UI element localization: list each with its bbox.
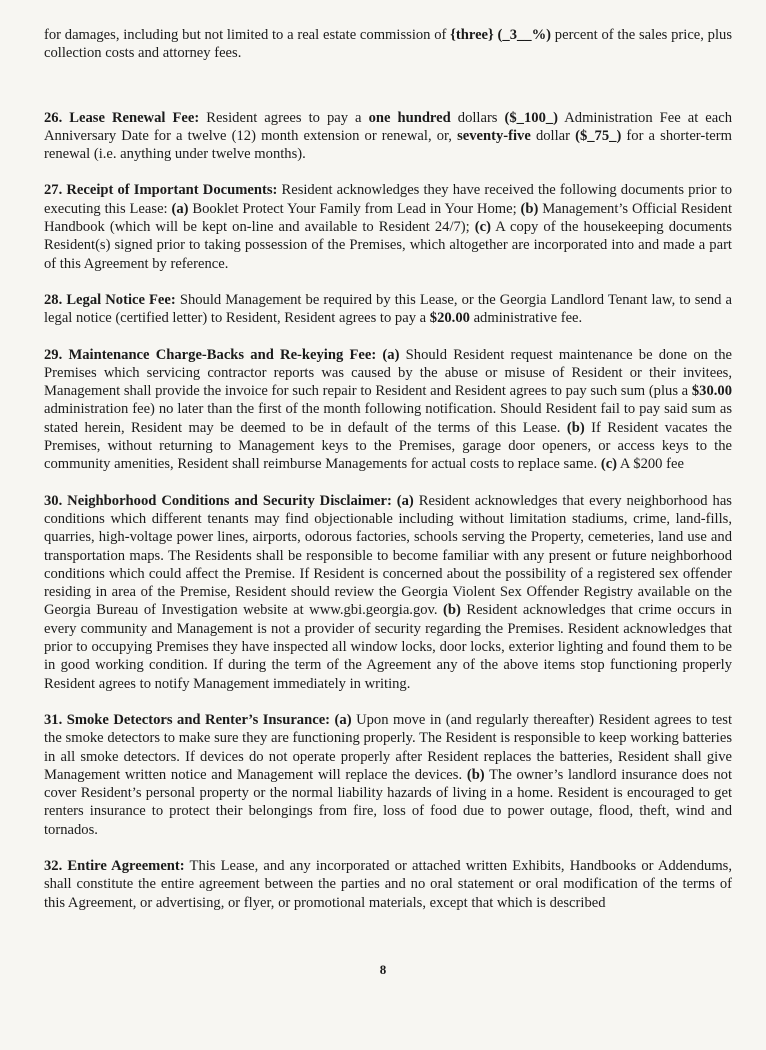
section-32-entire-agreement: 32. Entire Agreement: This Lease, and any incorporated or attached written Exhibits, Handbooks or Addendums, shall constitute the entire agreement between the parties and no oral statement or oral modification of the terms of this Agreement, or advertising, or flyer, or promotional materials, except that which is described — [44, 857, 732, 911]
section-31-smoke-detectors-insurance: 31. Smoke Detectors and Renter’s Insurance: (a) Upon move in (and regularly thereafter) Resident agrees to test the smoke detectors to make sure they are functioning properly. The Resident is responsible to keep working batteries in all smoke detectors. If devices do not operate properly after Resident replaces the batteries, Resident shall give Management written notice and Management will replace the devices. (b) The owner’s landlord insurance does not cover Resident’s personal property or the normal liability hazards of living in a home. Resident is encouraged to get renters insurance to protect their belongings from fire, loss of food due to power outage, flood, theft, wind and tornados. — [44, 711, 733, 838]
section-heading: 31. Smoke Detectors and Renter’s Insurance: — [44, 711, 331, 728]
section-heading: 26. Lease Renewal Fee: — [44, 109, 200, 126]
section-29-maintenance-charge-backs: 29. Maintenance Charge-Backs and Re-keying Fee: (a) Should Resident request maintenance be done on the Premises which servicing contractor reports was caused by the abuse or misuse of Resident or their invitees, Management shall provide the invoice for such repair to Resident and Resident agrees to pay such sum (plus a $30.00 administration fee) no later than the first of the month following notification. Should Resident fail to pay said sum as stated herein, Resident may be deemed to be in default of the terms of this Lease. (b) If Resident vacates the Premises, without returning to Management keys to the Premises, garage door openers, or access keys to the community amenities, Resident shall reimburse Managements for actual costs to replace same. (c) A $200 fee — [44, 346, 733, 473]
page-number: 8 — [379, 962, 387, 977]
section-heading: 30. Neighborhood Conditions and Security Disclaimer: — [44, 492, 392, 509]
section-28-legal-notice-fee: 28. Legal Notice Fee: Should Management be required by this Lease, or the Georgia Landlord Tenant law, to send a legal notice (certified letter) to Resident, Resident agrees to pay a $20.00 administrative fee. — [44, 291, 733, 327]
intro-paragraph: for damages, including but not limited to a real estate commission of {three} (_3__%) percent of the sales price, plus collection costs and attorney fees. — [44, 27, 733, 62]
section-27-receipt-of-documents: 27. Receipt of Important Documents: Resident acknowledges they have received the following documents prior to executing this Lease: (a) Booklet Protect Your Family from Lead in Your Home; (b) Management’s Official Resident Handbook (which will be kept on-line and available to Resident 24/7); (c) A copy of the housekeeping documents Resident(s) signed prior to taking possession of the Premises, which altogether are incorporated into and made a part of this Agreement by reference. — [44, 182, 733, 272]
section-heading: 32. Entire Agreement: — [44, 857, 185, 874]
section-30-neighborhood-conditions: 30. Neighborhood Conditions and Security Disclaimer: (a) Resident acknowledges that every neighborhood has conditions which different tenants may find objectionable including without limitation stadiums, crime, land-fills, quarries, high-voltage power lines, airports, odorous factories, schools serving the Property, cemeteries, land use and transportation maps. The Residents shall be responsible to become familiar with any present or future neighborhood conditions which could affect the Premise. If Resident is concerned about the possibility of a registered sex offender residing in area of the Premise, Resident should review the Georgia Violent Sex Offender Registry available on the Georgia Bureau of Investigation website at www.gbi.georgia.gov. (b) Resident acknowledges that crime occurs in every community and Management is not a provider of security regarding the Premises. Resident acknowledges that prior to occupying Premises they have inspected all window locks, door locks, exterior lighting and found them to be in good working condition. If during the term of the Agreement any of the above items stop functioning properly Resident agrees to notify Management immediately in writing. — [44, 492, 732, 692]
section-heading: 28. Legal Notice Fee: — [44, 291, 176, 308]
section-26-lease-renewal-fee: 26. Lease Renewal Fee: Resident agrees to pay a one hundred dollars ($_100_) Administration Fee at each Anniversary Date for a twelve (12) month extension or renewal, or, seventy-five dollar ($_75_) for a shorter-term renewal (i.e. anything under twelve months). — [44, 109, 732, 163]
section-heading: 27. Receipt of Important Documents: — [44, 182, 278, 199]
section-heading: 29. Maintenance Charge-Backs and Re-keying Fee: — [44, 346, 377, 363]
